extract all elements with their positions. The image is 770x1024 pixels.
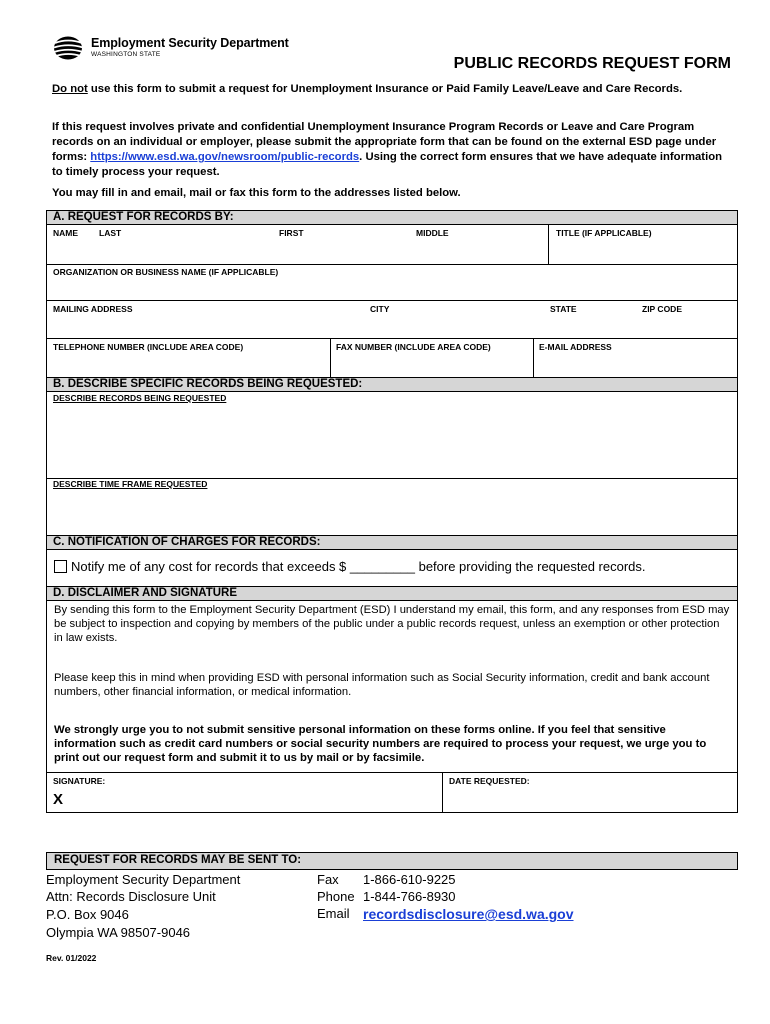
address-line-4: Olympia WA 98507-9046 <box>46 925 191 940</box>
address-row <box>47 301 737 339</box>
org-subtitle: WASHINGTON STATE <box>91 51 161 58</box>
request-form <box>46 210 738 813</box>
org-name: Employment Security Department <box>91 36 289 50</box>
intro-confidential-text: If this request involves private and confidential Unemployment Insurance Program Records or Leave and Care Program records on an individual or employer, please submit the appropriate form that can be found on the external ESD page under forms: <box>52 121 717 163</box>
address-line-1: Employment Security Department <box>46 872 241 887</box>
section-b-heading: B. DESCRIBE SPECIFIC RECORDS BEING REQUESTED: <box>47 377 737 392</box>
name-label: NAME <box>53 228 79 238</box>
fax-label: Fax <box>317 872 339 887</box>
organization-row <box>47 265 737 301</box>
middle-name-field[interactable]: MIDDLE <box>416 228 449 238</box>
disclaimer-paragraph-1: By sending this form to the Employment Security Department (ESD) I understand my email, this form, and any responses from ESD may be subject to inspection and copying by members of the public under a public records request, unless an exemption or other protection in law exists. <box>54 604 730 644</box>
phone-label: Phone <box>317 889 355 904</box>
phone-number: 1-844-766-8930 <box>363 889 456 904</box>
organization-field[interactable]: ORGANIZATION OR BUSINESS NAME (IF APPLICABLE) <box>53 267 279 277</box>
fax-field[interactable]: FAX NUMBER (INCLUDE AREA CODE) <box>336 342 491 352</box>
name-row <box>47 225 737 265</box>
contact-row <box>47 339 737 377</box>
timeframe-row <box>47 479 737 535</box>
esd-logo-icon <box>52 35 84 61</box>
fax-contact <box>317 872 456 887</box>
intro-submission-note: You may fill in and email, mail or fax this form to the addresses listed below. <box>52 187 461 199</box>
disclaimer-paragraph-3: We strongly urge you to not submit sensitive personal information on these forms online. If you feel that sensitive information such as credit card numbers or social security numbers are required to process your request, we urge you to print out our request form and submit it to us by mail or by facsimile. <box>54 724 707 764</box>
intro-warning-text: use this form to submit a request for Unemployment Insurance or Paid Family Leave/Leave and Care Records. <box>87 83 683 95</box>
records-description-field[interactable]: DESCRIBE RECORDS BEING REQUESTED <box>53 393 227 403</box>
address-line-2: Attn: Records Disclosure Unit <box>46 889 216 904</box>
intro-confidential-note <box>52 120 732 180</box>
revision-date: Rev. 01/2022 <box>46 953 97 963</box>
disclaimer-block <box>47 601 737 773</box>
fax-number: 1-866-610-9225 <box>363 872 456 887</box>
notify-cost-checkbox[interactable] <box>54 560 67 573</box>
signature-label: SIGNATURE: <box>53 776 106 786</box>
records-description-row <box>47 392 737 479</box>
section-c-heading: C. NOTIFICATION OF CHARGES FOR RECORDS: <box>47 535 737 550</box>
email-contact <box>317 906 574 922</box>
email-label: Email <box>317 906 350 921</box>
signature-field[interactable]: X <box>53 791 64 808</box>
city-field[interactable]: CITY <box>370 304 390 314</box>
timeframe-field[interactable]: DESCRIBE TIME FRAME REQUESTED <box>53 479 208 489</box>
email-link[interactable]: recordsdisclosure@esd.wa.gov <box>363 906 574 922</box>
public-records-link[interactable]: https://www.esd.wa.gov/newsroom/public-records <box>90 151 360 163</box>
form-title: PUBLIC RECORDS REQUEST FORM <box>453 55 731 72</box>
last-name-field[interactable]: LAST <box>99 228 122 238</box>
section-a-heading: A. REQUEST FOR RECORDS BY: <box>47 210 737 225</box>
phone-contact <box>317 889 456 904</box>
do-not-emphasis: Do not <box>52 83 88 95</box>
divider <box>442 773 443 812</box>
notify-cost-text: Notify me of any cost for records that exceeds $ _________ before providing the requested records. <box>71 559 646 574</box>
email-field[interactable]: E-MAIL ADDRESS <box>539 342 612 352</box>
esd-logo <box>52 35 312 63</box>
intro-confidential-text-end: . Using the correct form ensures that we have adequate information to timely process your request. <box>52 151 723 178</box>
title-field[interactable]: TITLE (IF APPLICABLE) <box>556 228 652 238</box>
divider <box>330 339 331 377</box>
intro-warning <box>52 82 732 97</box>
divider <box>533 339 534 377</box>
send-to-heading: REQUEST FOR RECORDS MAY BE SENT TO: <box>46 852 738 870</box>
date-requested-field[interactable]: DATE REQUESTED: <box>449 776 530 786</box>
telephone-field[interactable]: TELEPHONE NUMBER (INCLUDE AREA CODE) <box>53 342 244 352</box>
state-field[interactable]: STATE <box>550 304 577 314</box>
notify-row <box>47 550 737 586</box>
first-name-field[interactable]: FIRST <box>279 228 304 238</box>
section-d-heading: D. DISCLAIMER AND SIGNATURE <box>47 586 737 601</box>
zip-code-field[interactable]: ZIP CODE <box>642 304 682 314</box>
address-line-3: P.O. Box 9046 <box>46 907 129 922</box>
divider <box>548 225 549 264</box>
mailing-address-field[interactable]: MAILING ADDRESS <box>53 304 133 314</box>
disclaimer-paragraph-2: Please keep this in mind when providing ESD with personal information such as Social Security information, credit and bank account numbers, other financial information, or medical information. <box>54 672 710 698</box>
signature-row <box>47 773 737 813</box>
